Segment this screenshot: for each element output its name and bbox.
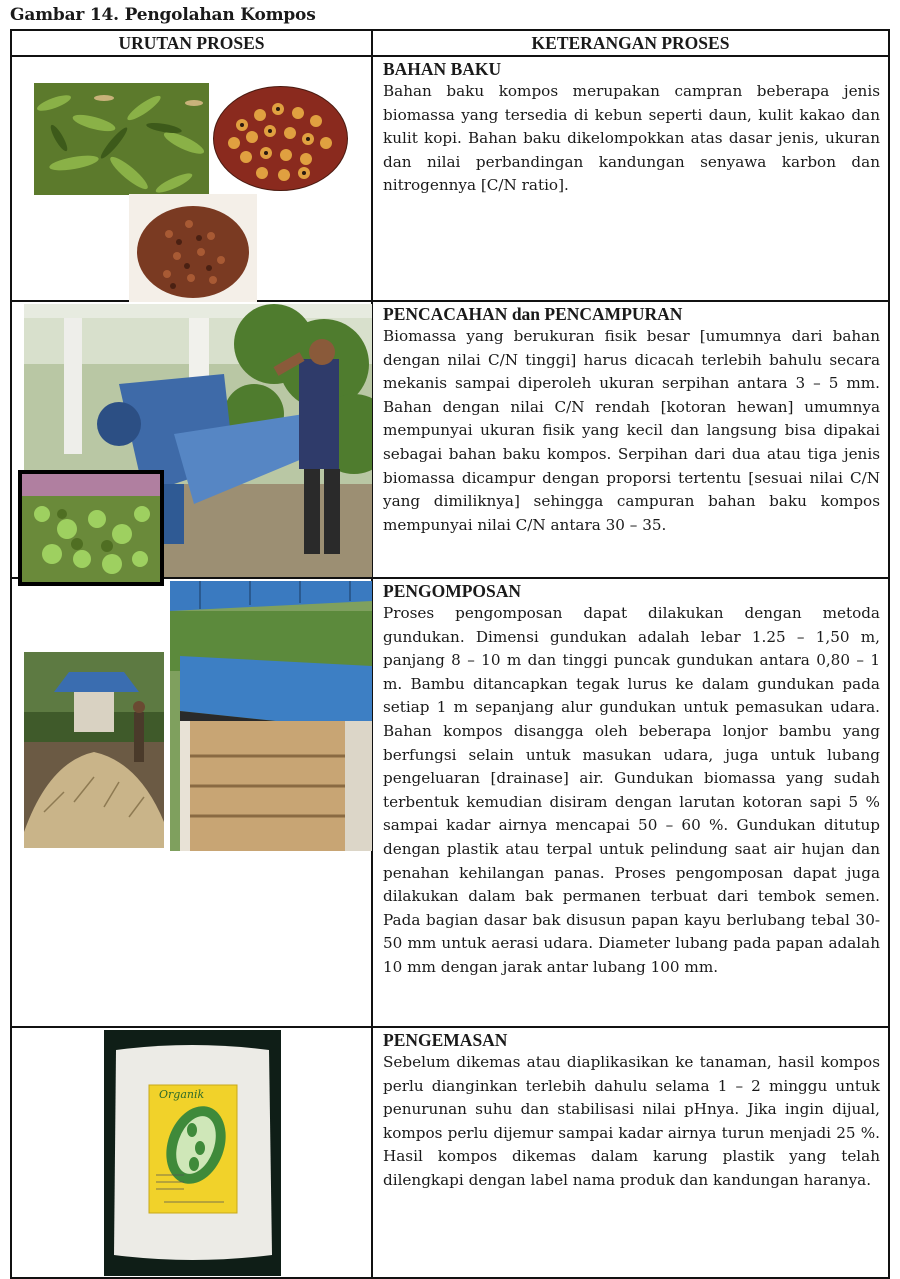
bag-logo-text: Organik — [159, 1088, 205, 1101]
process-table — [10, 29, 890, 1279]
header-urutan-proses: URUTAN PROSES — [11, 30, 372, 56]
description-cell-pengomposan — [372, 578, 889, 1027]
header-keterangan-proses: KETERANGAN PROSES — [372, 30, 889, 56]
step-text: Bahan baku kompos merupakan campran beberapa jenis biomassa yang tersedia di kebun seperti daun, kulit kakao dan kulit kopi. Bahan baku dikelompokkan atas dasar jenis, ukuran dan nilai perbandingan kandungan senyawa karbon dan nitrogennya [C/N ratio]. — [383, 82, 880, 195]
leaf-litter-image — [34, 83, 209, 195]
table-header-row — [11, 30, 889, 56]
table-row — [11, 56, 889, 301]
step-title: PENGEMASAN — [383, 1030, 508, 1050]
table-row — [11, 578, 889, 1027]
figure-caption: Gambar 14. Pengolahan Kompos — [10, 5, 316, 25]
compost-bin-image — [170, 581, 372, 851]
step-text: Sebelum dikemas atau diaplikasikan ke tanaman, hasil kompos perlu dianginkan terlebih dahulu selama 1 – 2 minggu untuk penurunan suhu dan stabilisasi nilai pHnya. Jika ingin dijual, kompos perlu dijemur sampai kadar airnya turun menjadi 25 %. Hasil kompos dikemas dalam karung plastik yang telah dilengkapi dengan label nama produk dan kandungan haranya. — [383, 1053, 880, 1189]
description-cell-pengemasan — [372, 1027, 889, 1278]
compost-heap-image — [24, 652, 164, 848]
image-cell-pencacahan — [11, 301, 372, 578]
step-title: PENCACAHAN dan PENCAMPURAN — [383, 304, 683, 324]
step-title: PENGOMPOSAN — [383, 581, 522, 601]
description-cell-bahan-baku — [372, 56, 889, 301]
description-cell-pencacahan — [372, 301, 889, 578]
image-cell-pengomposan — [11, 578, 372, 1027]
table-row — [11, 301, 889, 578]
step-text: Biomassa yang berukuran fisik besar [umumnya dari bahan dengan nilai C/N tinggi] harus dicacah terlebih bahulu secara mekanis sampai diperoleh ukuran serpihan antara 3 – 5 mm. Bahan dengan nilai C/N rendah [kotoran hewan] umumnya mempunyai ukuran fisik yang kecil dan langsung bisa dipakai sebagai bahan baku kompos. Serpihan dari dua atau tiga jenis biomassa dicampur dengan proporsi tertentu [sesuai nilai C/N yang dimiliknya] sehingga campuran bahan baku kompos mempunyai nilai C/N antara 30 – 35. — [383, 327, 880, 534]
step-text: Proses pengomposan dapat dilakukan dengan metoda gundukan. Dimensi gundukan adalah lebar 1.25 – 1,50 m, panjang 8 – 10 m dan tinggi puncak gundukan antara 0,80 – 1 m. Bambu ditancapkan tegak lurus ke dalam gundukan pada setiap 1 m sepanjang alur gundukan untuk pemasukan udara. Bahan kompos disangga oleh beberapa lonjor bambu yang berfungsi selain untuk masukan udara, juga untuk lubang pengeluaran [drainase] air. Gundukan biomassa yang sudah terbentuk kemudian disiram dengan larutan kotoran sapi 5 % sampai kadar airnya mencapai 50 – 60 %. Gundukan ditutup dengan plastik atau terpal untuk pelindung saat air hujan dan penahan kehilangan panas. Proses pengomposan dapat juga dilakukan dalam bak permanen terbuat dari tembok semen. Pada bagian dasar bak disusun papan kayu berlubang tebal 30-50 mm untuk aerasi udara. Diameter lubang pada papan adalah 10 mm dengan jarak antar lubang 100 mm. — [383, 604, 880, 976]
chopped-mix-inset-image — [18, 470, 164, 586]
cocoa-pod-husk-image — [212, 85, 349, 192]
compost-sack-image — [104, 1030, 281, 1276]
coffee-husk-image — [129, 194, 257, 302]
image-cell-bahan-baku — [11, 56, 372, 301]
table-row — [11, 1027, 889, 1278]
step-title: BAHAN BAKU — [383, 59, 502, 79]
image-cell-pengemasan — [11, 1027, 372, 1278]
